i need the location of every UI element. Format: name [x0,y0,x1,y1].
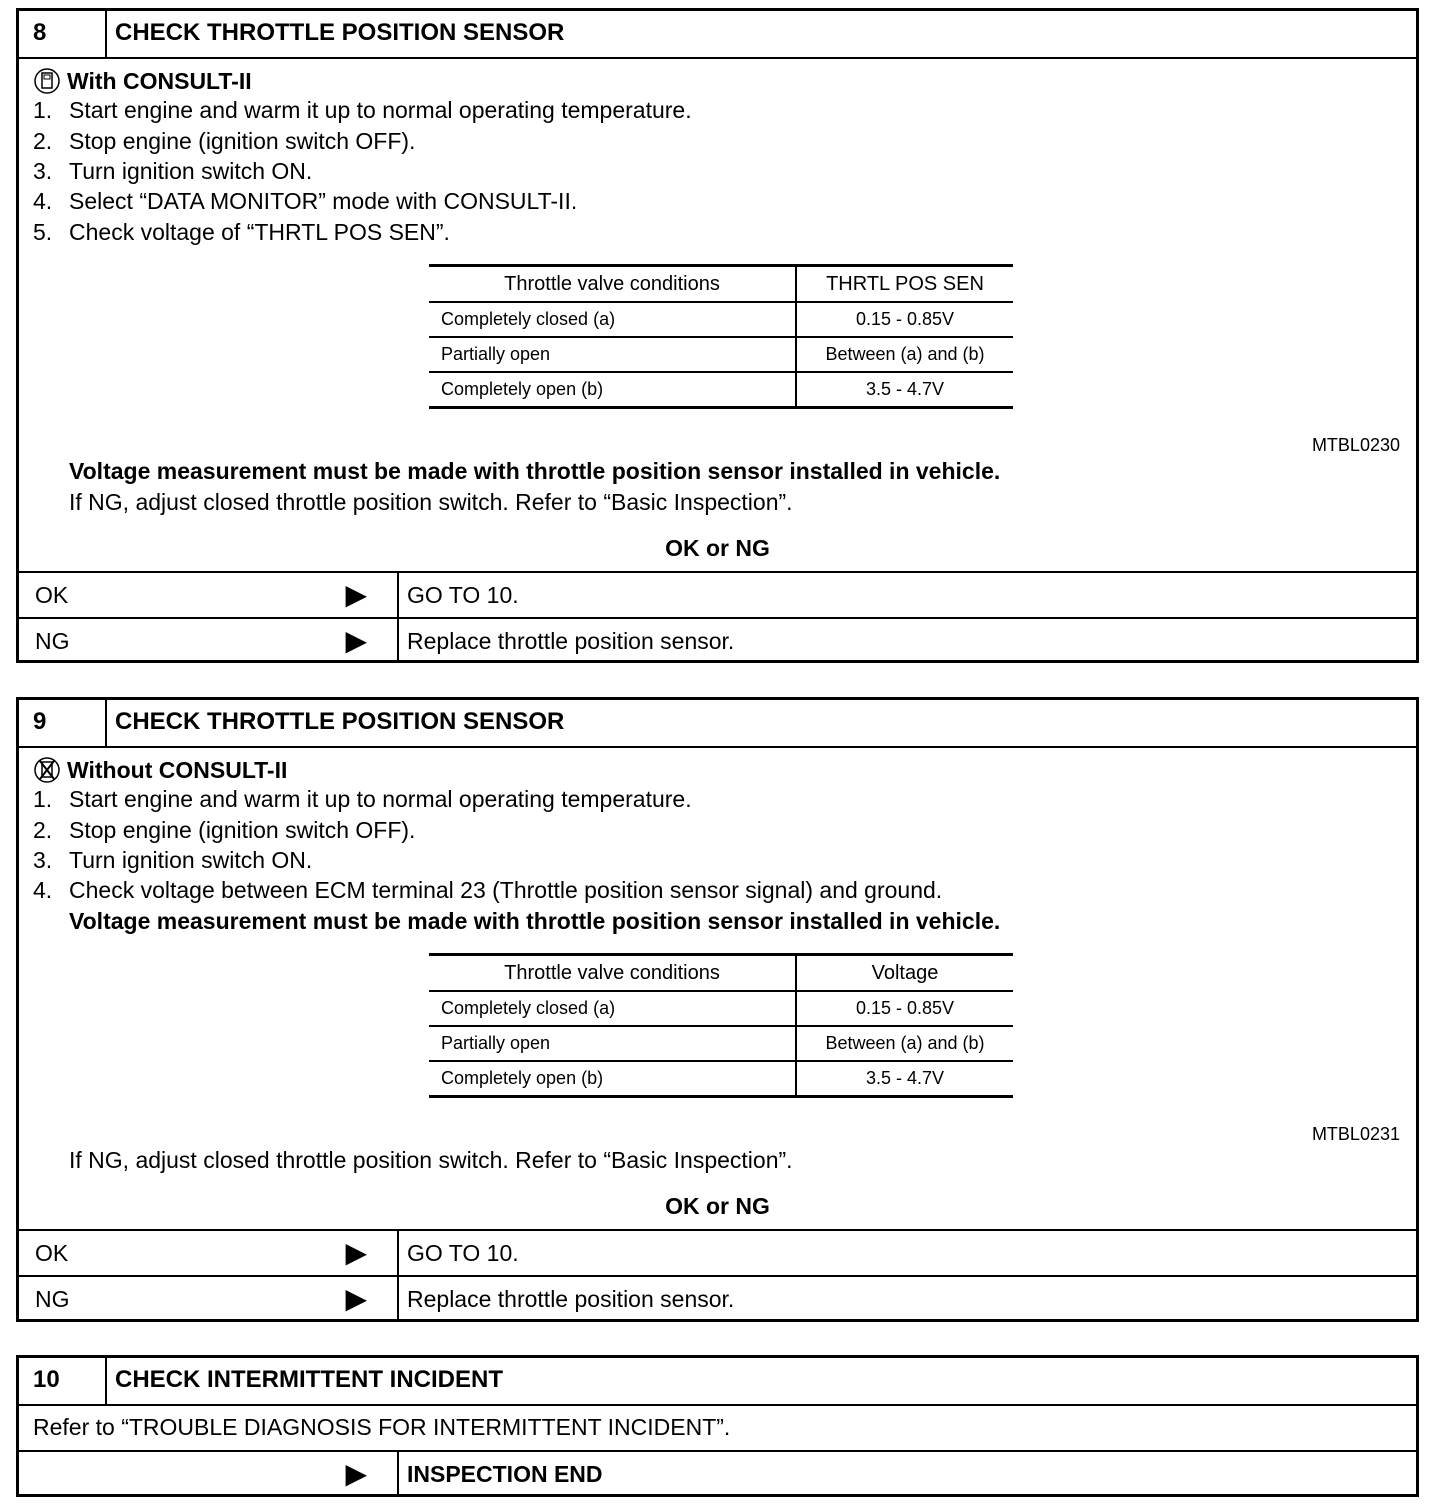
step-number: 10 [19,1358,107,1404]
with-consult-heading [33,67,252,95]
right-arrow-icon: ▶ [345,1283,367,1314]
table-row: Completely closed (a) 0.15 - 0.85V [429,991,1013,1026]
consult-icon [33,67,61,95]
ok-or-ng-label: OK or NG [665,1193,770,1219]
ng-note: If NG, adjust closed throttle position switch. Refer to “Basic Inspection”. [69,489,793,515]
table-row: Completely open (b) 3.5 - 4.7V [429,1061,1013,1097]
table-row: Partially open Between (a) and (b) [429,1026,1013,1061]
result-row-ok [19,571,1416,617]
step-item: 4. Select “DATA MONITOR” mode with CONSULT-II. [33,188,578,214]
step-10-header [19,1358,1416,1406]
table-code: MTBL0230 [1311,435,1400,455]
step-8-header [19,11,1416,59]
step-10-block [16,1355,1419,1497]
step-item: 2. Stop engine (ignition switch OFF). [33,128,416,154]
step-number: 8 [19,11,107,57]
step-10-body [19,1406,1416,1497]
result-row-end [19,1450,1416,1496]
result-label: NG [35,628,70,654]
result-row-ok [19,1229,1416,1275]
result-label: OK [35,1240,69,1266]
step-8-body [19,59,1416,661]
table-header: THRTL POS SEN [826,272,984,295]
ok-or-ng-label: OK or NG [665,535,770,561]
step-item: 4. Check voltage between ECM terminal 23 (Throttle position sensor signal) and ground. [33,877,943,903]
step-title: CHECK THROTTLE POSITION SENSOR [115,19,565,46]
ng-note: If NG, adjust closed throttle position switch. Refer to “Basic Inspection”. [69,1147,793,1173]
result-action: GO TO 10. [407,1240,519,1266]
step-item: 2. Stop engine (ignition switch OFF). [33,817,416,843]
right-arrow-icon: ▶ [345,625,367,656]
mode-label: Without CONSULT-II [67,756,288,783]
result-label: OK [35,582,69,608]
result-row-ng [19,1275,1416,1321]
step-9-body [19,748,1416,1322]
result-row-ng [19,617,1416,663]
spec-table [429,264,1013,409]
result-action: Replace throttle position sensor. [407,628,735,654]
step-9-block [16,697,1419,1322]
step-item: 5. Check voltage of “THRTL POS SEN”. [33,219,450,245]
result-action: GO TO 10. [407,582,519,608]
warning-text: Voltage measurement must be made with throttle position sensor installed in vehicle. [69,458,1001,484]
refer-text: Refer to “TROUBLE DIAGNOSIS FOR INTERMITTENT INCIDENT”. [33,1414,731,1440]
step-number: 9 [19,700,107,746]
step-title: CHECK THROTTLE POSITION SENSOR [115,708,565,735]
inspection-end-label: INSPECTION END [407,1461,603,1487]
table-header: Voltage [871,961,939,984]
table-row: Completely open (b) 3.5 - 4.7V [429,372,1013,408]
table-row: Completely closed (a) 0.15 - 0.85V [429,302,1013,337]
result-label: NG [35,1286,70,1312]
right-arrow-icon: ▶ [345,1237,367,1268]
spec-table [429,953,1013,1098]
right-arrow-icon: ▶ [345,579,367,610]
mode-label: With CONSULT-II [67,67,252,94]
table-header: Throttle valve conditions [429,955,796,992]
step-8-block [16,8,1419,663]
table-code: MTBL0231 [1311,1124,1400,1144]
step-item: 3. Turn ignition switch ON. [33,847,313,873]
step-item: 1. Start engine and warm it up to normal operating temperature. [33,786,692,812]
table-header: Throttle valve conditions [429,266,796,303]
warning-text: Voltage measurement must be made with throttle position sensor installed in vehicle. [69,908,1001,934]
no-consult-icon [33,756,61,784]
step-item: 3. Turn ignition switch ON. [33,158,313,184]
step-9-header [19,700,1416,748]
result-action: Replace throttle position sensor. [407,1286,735,1312]
table-row: Partially open Between (a) and (b) [429,337,1013,372]
step-title: CHECK INTERMITTENT INCIDENT [115,1366,503,1393]
step-item: 1. Start engine and warm it up to normal operating temperature. [33,97,692,123]
right-arrow-icon: ▶ [345,1458,367,1489]
without-consult-heading [33,756,287,784]
